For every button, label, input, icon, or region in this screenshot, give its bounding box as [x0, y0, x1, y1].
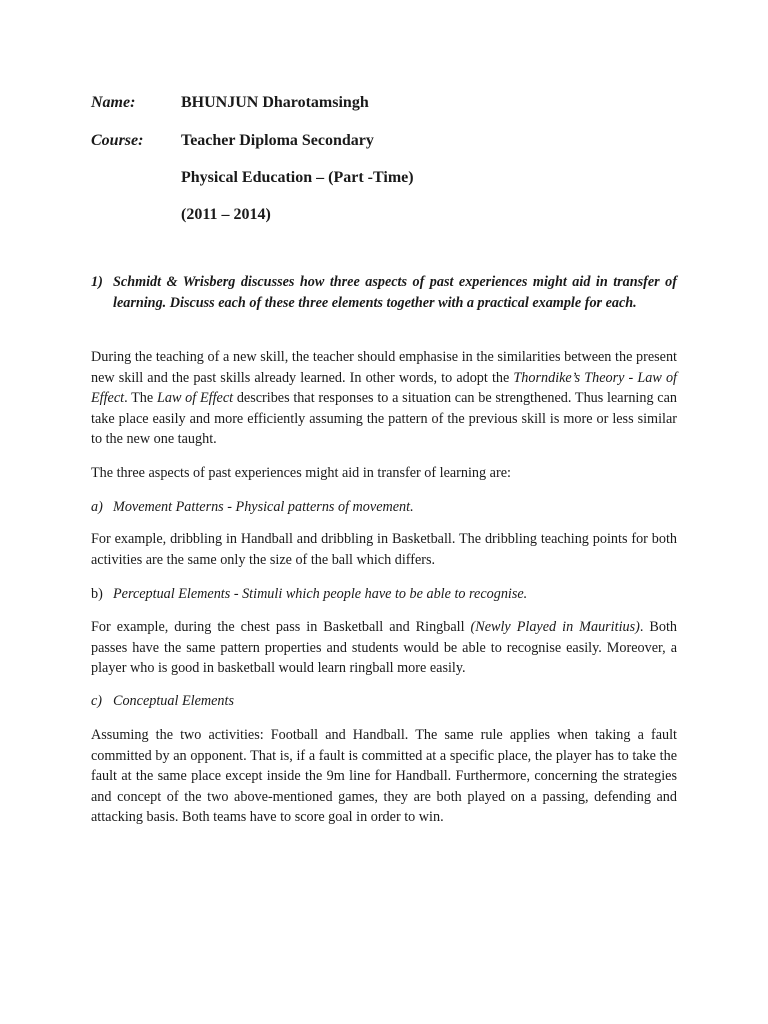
course-line-2: Physical Education – (Part -Time) — [181, 169, 414, 186]
aspect-c-heading — [91, 691, 677, 711]
intro-part-3: describes that responses to a situation can be strengthened. Thus learning can take place easily and more efficiently assuming the pattern of the previous skill is more or less similar to the new one taught. — [91, 390, 677, 447]
question-text: Schmidt & Wrisberg discusses how three aspects of past experiences might aid in transfer of learning. Discuss each of these three elements together with a practical example for each. — [113, 274, 677, 311]
name-value: BHUNJUN Dharotamsingh — [181, 94, 369, 111]
aspect-a-title: Movement Patterns - Physical patterns of movement. — [113, 499, 414, 515]
aspect-b-example-part-2: . Both passes have the same pattern properties and students would be able to recognise easily. Moreover, a player who is good in basketball would learn ringball more easily. — [91, 619, 677, 676]
aspect-c-example: Assuming the two activities: Football and Handball. The same rule applies when taking a fault committed by an opponent. That is, if a fault is committed at a specific place, the player has to take the fault at the same place except inside the 9m line for Handball. Furthermore, concerning the strategies and concept of the two above-mentioned games, they are both played on a passing, defending and attacking basis. Both teams have to score goal in order to win. — [91, 727, 677, 825]
thorndike-theory: Thorndike’s Theory - Law of Effect — [91, 369, 677, 406]
aspect-c-title: Conceptual Elements — [113, 693, 234, 709]
question-block — [91, 272, 677, 314]
aspect-c-letter: c) — [91, 693, 103, 709]
intro-paragraph — [91, 347, 677, 450]
aspect-a-example: For example, dribbling in Handball and dribbling in Basketball. The dribbling teaching points for both activities are the same only the size of the ball which differs. — [91, 531, 677, 568]
intro-part-2: . The — [124, 390, 157, 406]
aspect-a-heading — [91, 497, 677, 517]
intro-part-1: During the teaching of a new skill, the teacher should emphasise in the similarities between the present new skill and the past skills already learned. In other words, to adopt the — [91, 349, 677, 386]
course-line-3: (2011 – 2014) — [181, 206, 271, 223]
aspects-intro: The three aspects of past experiences might aid in transfer of learning are: — [91, 465, 511, 481]
course-label: Course: — [91, 132, 144, 149]
aspect-b-title: Perceptual Elements - Stimuli which people have to be able to recognise. — [113, 586, 528, 602]
aspect-b-letter: b) — [91, 586, 103, 602]
aspect-b-example-note: (Newly Played in Mauritius) — [470, 619, 640, 635]
aspect-a-letter: a) — [91, 499, 103, 515]
aspect-b-example-part-1: For example, during the chest pass in Basketball and Ringball — [91, 619, 471, 635]
name-label: Name: — [91, 94, 136, 111]
question-number: 1) — [91, 274, 103, 290]
aspect-b-example — [91, 617, 677, 679]
law-of-effect: Law of Effect — [156, 390, 234, 406]
aspect-b-heading — [91, 584, 677, 604]
course-line-1: Teacher Diploma Secondary — [181, 132, 374, 149]
